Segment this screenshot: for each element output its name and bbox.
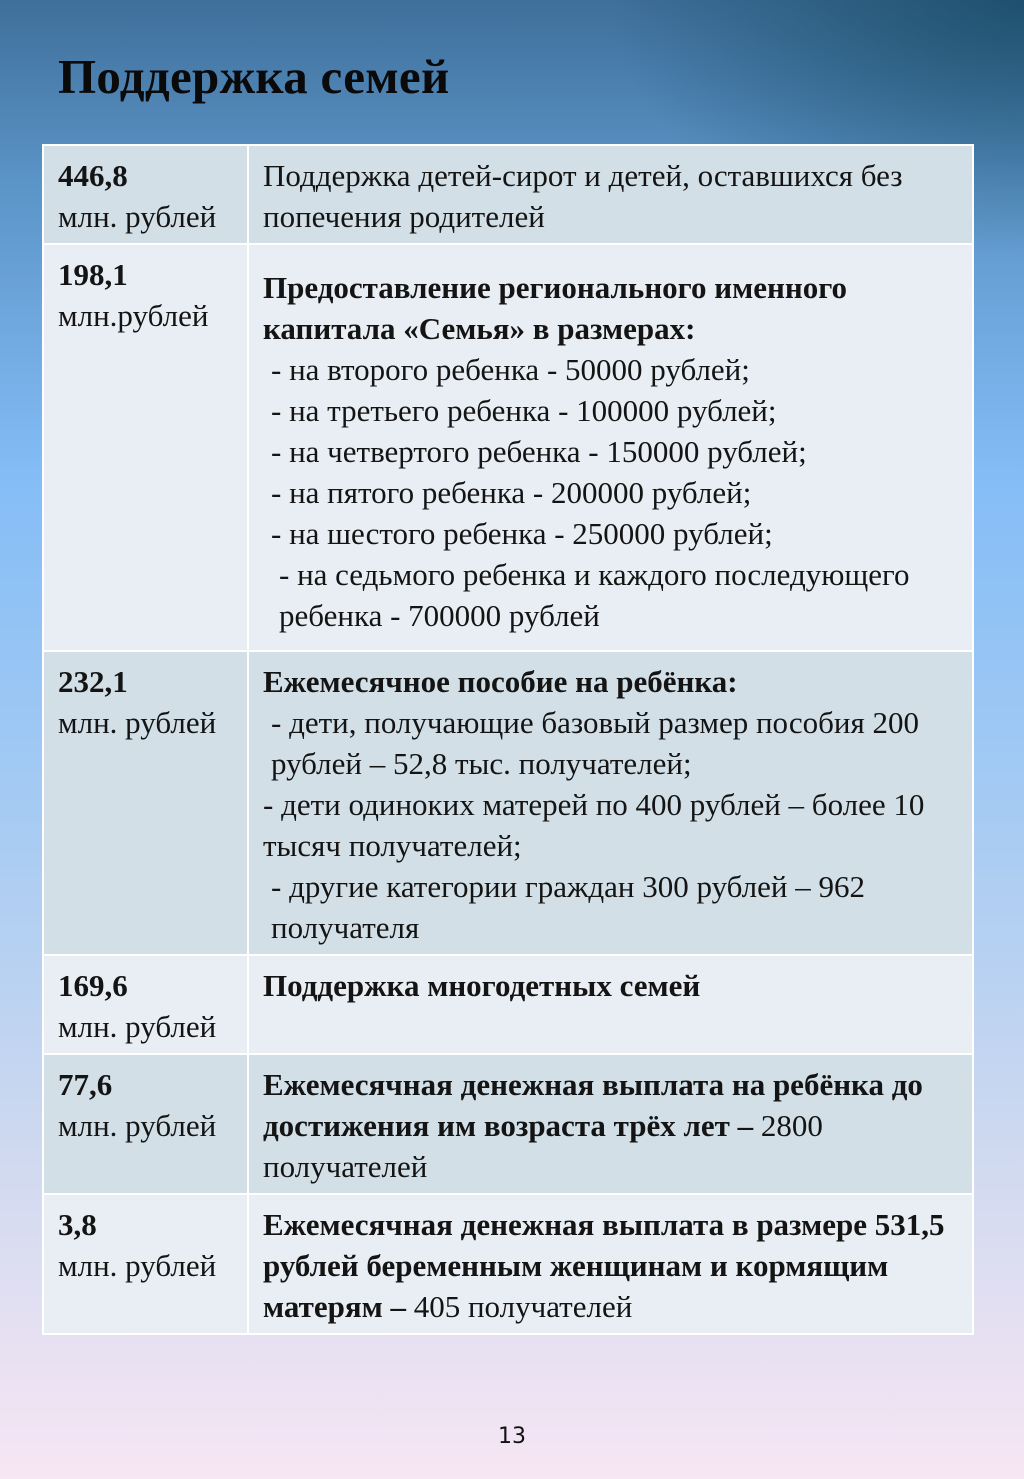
list-item: - другие категории граждан 300 рублей – 962 получателя: [271, 869, 865, 945]
list-item: - на второго ребенка - 50000 рублей;: [271, 352, 750, 387]
list-item: - на шестого ребенка - 250000 рублей;: [271, 516, 773, 551]
amount-unit: млн. рублей: [58, 705, 217, 740]
table-row: [43, 1194, 973, 1334]
table-row: [43, 651, 973, 955]
description-cell: [248, 1194, 973, 1334]
description-heading: Поддержка многодетных семей: [263, 968, 701, 1003]
page-number: 13: [498, 1424, 526, 1449]
description-heading: Ежемесячное пособие на ребёнка:: [263, 664, 738, 699]
amount-unit: млн. рублей: [58, 1248, 217, 1283]
amount-value: 169,6: [58, 968, 128, 1003]
amount-unit: млн.рублей: [58, 298, 209, 333]
amount-unit: млн. рублей: [58, 1108, 217, 1143]
amount-value: 3,8: [58, 1207, 97, 1242]
description-cell: [248, 955, 973, 1054]
description-suffix: 405 получателей: [413, 1289, 633, 1324]
amount-unit: млн. рублей: [58, 199, 217, 234]
description-text: Поддержка детей-сирот и детей, оставшихся без попечения родителей: [263, 158, 903, 234]
list-item: - на четвертого ребенка - 150000 рублей;: [271, 434, 807, 469]
description-cell: [248, 145, 973, 244]
family-support-table: [42, 144, 974, 1335]
amount-cell: [43, 244, 248, 651]
description-heading: Предоставление регионального именного капитала «Семья» в размерах:: [263, 270, 848, 346]
table-row: [43, 244, 973, 651]
amount-value: 446,8: [58, 158, 128, 193]
table-row: [43, 955, 973, 1054]
description-cell: [248, 1054, 973, 1194]
description-heading: Ежемесячная денежная выплата в размере 531,5 рублей беременным женщинам и кормящим матерям –: [263, 1207, 945, 1324]
amount-value: 198,1: [58, 257, 128, 292]
table-row: [43, 145, 973, 244]
page-title: Поддержка семей: [58, 49, 450, 104]
amount-value: 232,1: [58, 664, 128, 699]
description-cell: [248, 244, 973, 651]
list-item: - на третьего ребенка - 100000 рублей;: [271, 393, 777, 428]
list-item: - на пятого ребенка - 200000 рублей;: [271, 475, 752, 510]
amount-cell: [43, 145, 248, 244]
description-cell: [248, 651, 973, 955]
amount-cell: [43, 651, 248, 955]
list-item: - на седьмого ребенка и каждого последующего ребенка - 700000 рублей: [279, 557, 910, 633]
list-item: - дети одиноких матерей по 400 рублей – более 10 тысяч получателей;: [263, 787, 925, 863]
amount-unit: млн. рублей: [58, 1009, 217, 1044]
amount-value: 77,6: [58, 1067, 113, 1102]
table-row: [43, 1054, 973, 1194]
description-suffix: 2800 получателей: [263, 1108, 823, 1184]
description-heading: Ежемесячная денежная выплата на ребёнка до достижения им возраста трёх лет –: [263, 1067, 923, 1143]
amount-cell: [43, 1054, 248, 1194]
list-item: - дети, получающие базовый размер пособия 200 рублей – 52,8 тыс. получателей;: [271, 705, 919, 781]
amount-cell: [43, 955, 248, 1054]
amount-cell: [43, 1194, 248, 1334]
